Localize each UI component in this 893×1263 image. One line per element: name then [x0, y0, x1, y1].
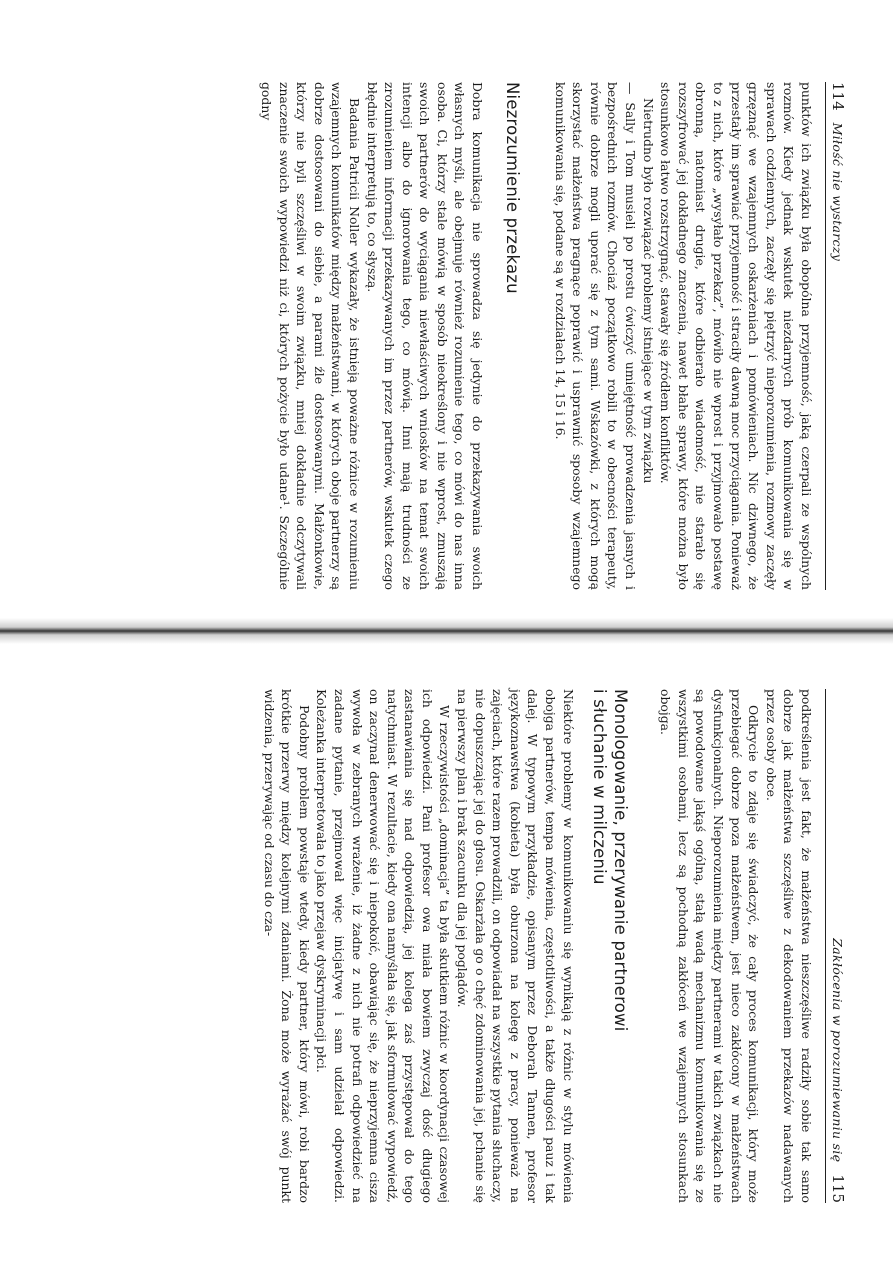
- left-running-head: [825, 82, 847, 590]
- left-section-paragraph: Badania Patricii Noller wykazały, że istnieją poważne różnice w rozumieniu wzajemnych komunikatów między małżeństwami, w których oboje partnerzy są dobrze dostosowani do siebie, a parami źle dostosowanymi. Małżonkowie, którzy nie byli szczęśliwi w swoim związku, mniej dokładnie odczytywali znaczenie swoich wypowiedzi niż ci, których pożycie było udane¹. Szczególnie godny: [258, 82, 362, 590]
- left-paragraph: punktów ich związku była obopólna przyjemność, jaką czerpali ze wspólnych rozmów. Kiedy jednak wskutek niezdarnych prób komunikowania się w sprawach codziennych, zaczęły się piętrzyć nieporozumienia, rozmowy zaczęły grzęznąć we wzajemnych oskarżeniach i pomówieniach. Nic dziwnego, że przestały im sprawiać przyjemność i straciły dawną moc przyciągania. Ponieważ to z nich, które „wysyłało przekaz”, mówiło nie wprost i przyjmowało postawę obronną, natomiast drugie, które odbierało wiadomość, nie starało się rozszyfrować jej dokładnego znaczenia, nawet błahe sprawy, które można było stosunkowo łatwo rozstrzygnąć, stawały się źródłem konfliktów.: [658, 82, 814, 590]
- left-section-heading: Niezrozumienie przekazu: [503, 82, 523, 294]
- left-running-title: Miłość nie wystarczy: [830, 122, 845, 262]
- right-section-paragraph: Niektóre problemy w komunikowaniu się wynikają z różnic w stylu mówienia obojga partnerów, tempa mówienia, częstotliwości, a także długości pauz i tak dalej. W typowym przykładzie, opisanym przez Deborah Tannen, profesor językoznawstwa (kobieta) była oburzona na kolegę z pracy, ponieważ na zajęciach, które razem prowadzili, on odpowiadał na wszystkie pytania słuchaczy, nie dopuszczając jej do głosu. Oskarżała go o chęć zdominowania jej, pchanie się na pierwszy plan i brak szacunku dla jej poglądów.: [455, 689, 576, 1203]
- right-section-paragraph: W rzeczywistości „dominacja” ta była skutkiem różnic w koordynacji czasowej ich odpowiedzi. Pani profesor owa miała bowiem zwyczaj dość długiego zastanawiania się nad odpowiedzią, jej kolega zaś przystępował do tego natychmiast. W rezultacie, kiedy ona namyślała się, jak sformułować wypowiedź, on zaczynał denerwować się i niepokoić, obawiając się, że nieprzyjemna cisza wywoła w zebranych wrażenie, iż żadne z nich nie potrafi odpowiedzieć na zadane pytanie, przejmował więc inicjatywę i sam udzielał odpowiedzi. Koleżanka interpretowała to jako przejaw dyskryminacji płci.: [314, 689, 453, 1203]
- left-page-number: 114: [829, 82, 847, 111]
- left-paragraph-text: Sally i Tom musieli po prostu ćwiczyć umiejętność prowadzenia jasnych i bezpośrednich rozmów. Chociaż początkowo robili to w obecności terapeuty, równie dobrze mogli uporać się z tym sami. Wskazówki, z których mogą skorzystać małżeństwa pragnące poprawić i usprawnić sposoby wzajemnego komunikowania się, podane są w rozdziałach 14, 15 i 16.: [552, 82, 639, 590]
- right-heading-line-1: Monologowanie, przerywanie partnerowi: [610, 689, 630, 1032]
- right-section-paragraph: Podobny problem powstaje wtedy, kiedy partner, który mówi, robi bardzo krótkie przerwy między kolejnymi zdaniami. Żona może wyrażać swój punkt widzenia, przerywając od czasu do cza-: [261, 689, 312, 1203]
- right-paragraph: podkreślenia jest fakt, że małżeństwa nieszczęśliwe radziły sobie tak samo dobrze jak małżeństwa szczęśliwe z dekodowaniem przekazów nadawanych przez osoby obce.: [763, 689, 814, 1203]
- right-page: [0, 631, 893, 1263]
- right-section-heading: [589, 689, 631, 1203]
- right-page-number: 115: [829, 1174, 847, 1203]
- left-section-paragraph: Dobra komunikacja nie sprowadza się jedynie do przekazywania swoich własnych myśli, ale obejmuje również rozumienie tego, co mówi do nas inna osoba. Ci, którzy stale mówią w sposób nieokreślony i nie wprost, zmuszają swoich partnerów do wyciągania niewłaściwych wniosków na temat swoich intencji albo do ignorowania tego, co mówią. Inni mają trudności ze zrozumieniem informacji przekazywanych im przez partnerów, wskutek czego błędnie interpretują to, co słyszą.: [364, 82, 486, 590]
- dash-mark: —: [623, 82, 639, 95]
- right-running-head: [825, 689, 847, 1203]
- right-heading-line-2: i słuchanie w milczeniu: [589, 689, 609, 885]
- left-paragraph-dash: [551, 82, 639, 590]
- right-running-title: Zakłócenia w porozumiewaniu się: [830, 938, 845, 1163]
- left-paragraph: Nietrudno było rozwiązać problemy istniejące w tym związku: [640, 98, 656, 484]
- right-paragraph: Odkrycie to zdaje się świadczyć, że cały proces komunikacji, który może przebiegać dobrze poza małżeństwem, jest nieco zakłócony w małżeństwach dysfunkcjonalnych. Nieporozumienia między partnerami w takich związkach nie są powodowane jakąś ogólną, stałą wadą mechanizmu komunikowania się ze wszystkimi osobami, lecz są pochodną zakłóceń we wzajemnych stosunkach obojga.: [658, 689, 762, 1203]
